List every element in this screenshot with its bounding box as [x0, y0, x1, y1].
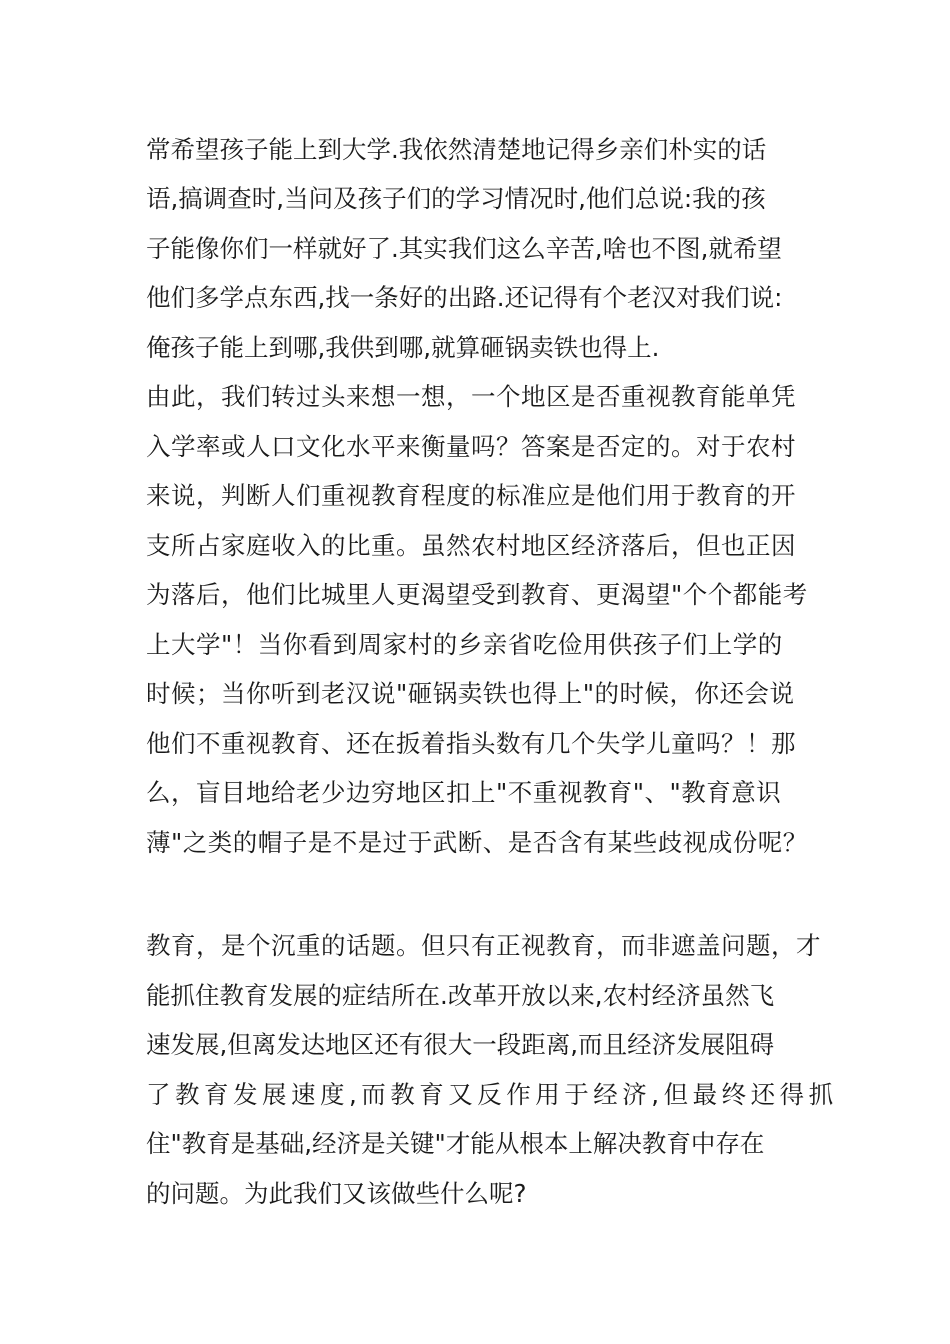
text-line: 为落后，他们比城里人更渴望受到教育、更渴望"个个都能考: [146, 580, 808, 609]
text-line: 时候；当你听到老汉说"砸锅卖铁也得上"的时候，你还会说: [146, 679, 795, 708]
text-line: 支所占家庭收入的比重。虽然农村地区经济落后，但也正因: [146, 531, 796, 560]
text-line: 由此，我们转过头来想一想，一个地区是否重视教育能单凭: [146, 382, 796, 411]
text-line: 教育，是个沉重的话题。但只有正视教育，而非遮盖问题，才: [146, 931, 821, 960]
text-line: 么，盲目地给老少边穷地区扣上"不重视教育"、"教育意识: [146, 778, 782, 807]
text-line: 上大学"！当你看到周家村的乡亲省吃俭用供孩子们上学的: [146, 630, 783, 659]
text-line: 常希望孩子能上到大学.我依然清楚地记得乡亲们朴实的话: [146, 135, 767, 164]
text-line: 子能像你们一样就好了.其实我们这么辛苦,啥也不图,就希望: [146, 234, 782, 263]
text-line: 来说，判断人们重视教育程度的标准应是他们用于教育的开: [146, 481, 796, 510]
text-line: 了教育发展速度,而教育又反作用于经济,但最终还得抓: [146, 1080, 838, 1109]
text-line: 他们不重视教育、还在扳着指头数有几个失学儿童吗？！那: [146, 729, 796, 758]
text-line: 俺孩子能上到哪,我供到哪,就算砸锅卖铁也得上.: [146, 333, 660, 362]
text-line: 薄"之类的帽子是不是过于武断、是否含有某些歧视成份呢？: [146, 828, 808, 857]
text-line: 入学率或人口文化水平来衡量吗？答案是否定的。对于农村: [146, 432, 796, 461]
text-line: 他们多学点东西,找一条好的出路.还记得有个老汉对我们说:: [146, 283, 783, 312]
text-line: 语,搞调查时,当问及孩子们的学习情况时,他们总说:我的孩: [146, 184, 766, 213]
text-line: 的问题。为此我们又该做些什么呢?: [146, 1179, 527, 1208]
text-line: 住"教育是基础,经济是关键"才能从根本上解决教育中存在: [146, 1129, 765, 1158]
text-line: 能抓住教育发展的症结所在.改革开放以来,农村经济虽然飞: [146, 981, 775, 1010]
text-line: 速发展,但离发达地区还有很大一段距离,而且经济发展阻碍: [146, 1030, 775, 1059]
